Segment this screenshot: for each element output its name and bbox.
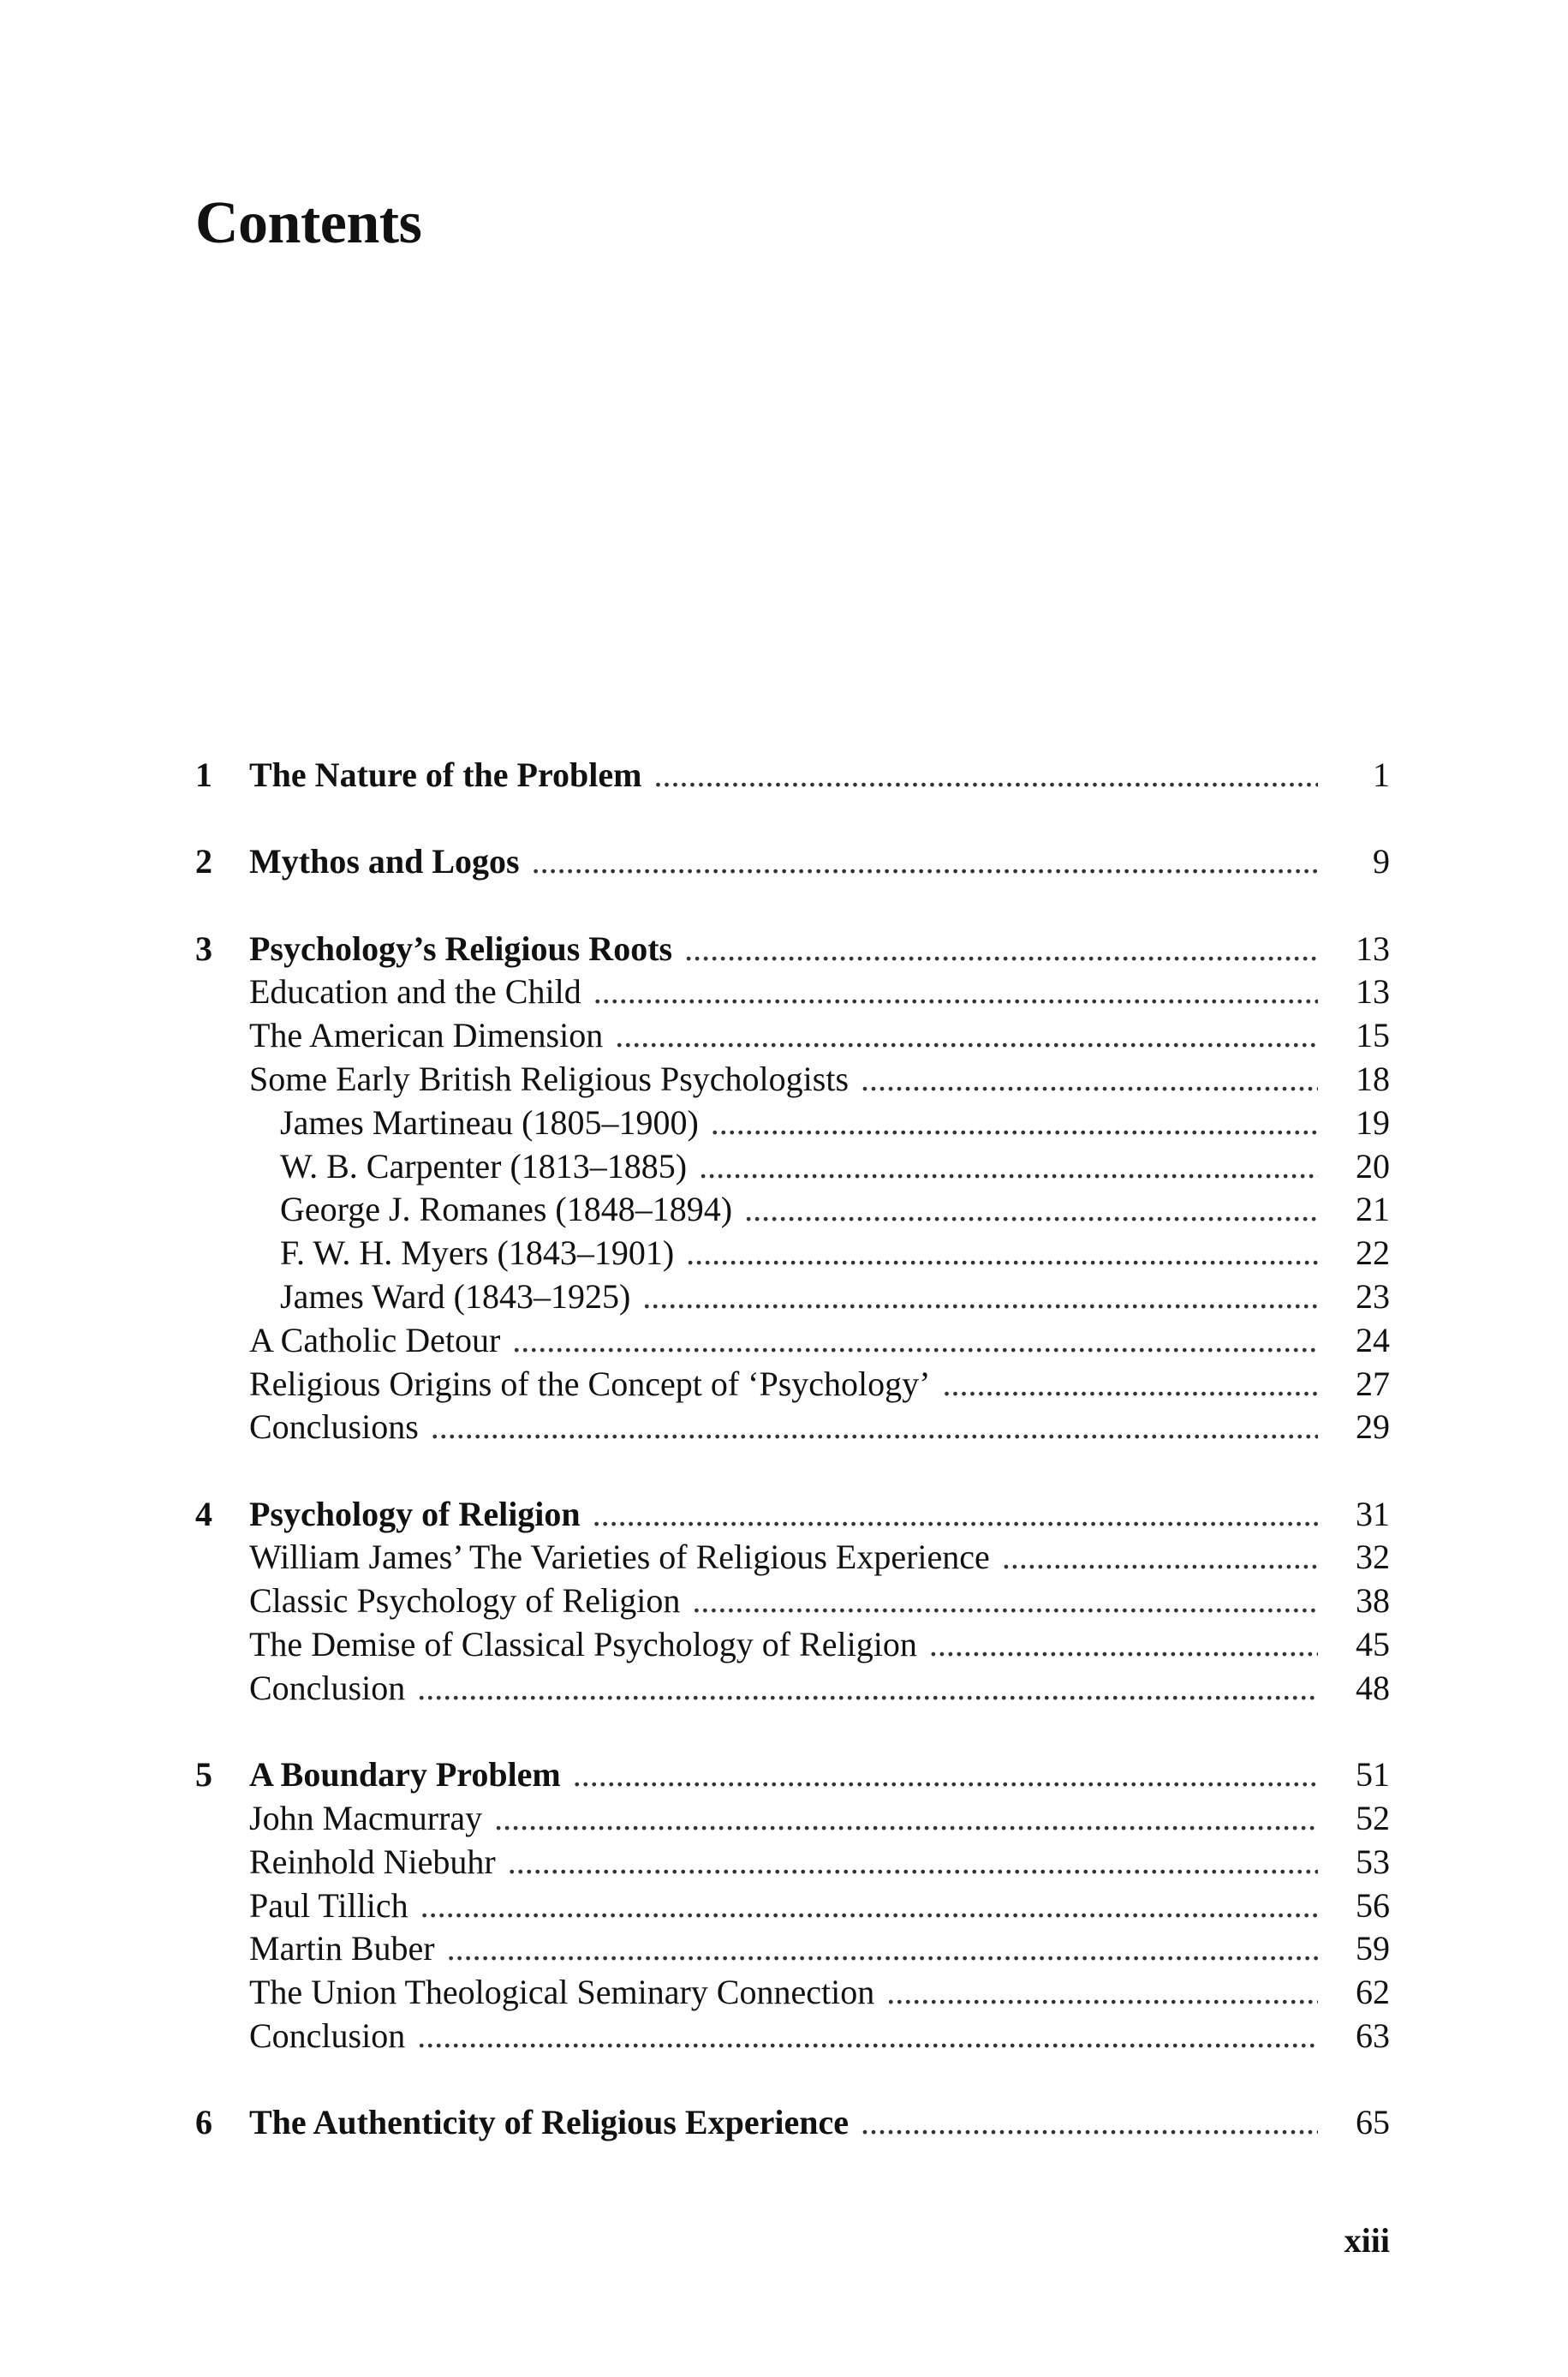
toc-subsection-row[interactable] [195,1145,1390,1189]
dot-leader [686,1232,1318,1275]
dot-leader [684,928,1318,971]
section-title: The American Dimension [249,1016,604,1055]
section-page-number: 22 [1356,1233,1390,1273]
section-title: Paul Tillich [249,1885,408,1925]
dot-leader [593,971,1318,1014]
chapter-page-number: 13 [1356,929,1390,968]
toc-section-row[interactable] [195,1797,1390,1841]
toc-section-row[interactable] [195,1363,1390,1406]
dot-leader [886,1971,1318,2015]
chapter-number: 1 [195,756,212,794]
section-page-number: 38 [1356,1581,1390,1621]
toc-chapter [195,1753,1390,2058]
toc-subsection-row[interactable] [195,1102,1390,1145]
dot-leader [942,1363,1318,1406]
dot-leader [615,1014,1318,1058]
toc-section-row[interactable] [195,2015,1390,2058]
chapter-number: 5 [195,1755,212,1795]
section-page-number: 29 [1356,1407,1390,1447]
page-number: xiii [1344,2221,1390,2260]
section-title: Conclusions [249,1407,419,1447]
dot-leader [494,1797,1318,1841]
chapter-title: The Nature of the Problem [249,756,642,794]
dot-leader [1002,1536,1318,1580]
toc-section-row[interactable] [195,971,1390,1014]
section-title: Religious Origins of the Concept of ‘Psychology’ [249,1364,931,1403]
section-page-number: 20 [1356,1146,1390,1186]
page-title: Contents [195,190,422,256]
subsection-title: W. B. Carpenter (1813–1885) [280,1146,688,1186]
section-title: Some Early British Religious Psychologists [249,1059,850,1098]
toc-chapter-row[interactable] [195,840,1390,884]
section-page-number: 15 [1356,1016,1390,1055]
toc-section-row[interactable] [195,1319,1390,1363]
dot-leader [642,1275,1318,1319]
section-title: Conclusion [249,2016,406,2055]
section-title: Reinhold Niebuhr [249,1842,496,1881]
chapter-title: A Boundary Problem [249,1755,561,1795]
dot-leader [653,754,1318,797]
toc-section-row[interactable] [195,1667,1390,1711]
toc-section-row[interactable] [195,1927,1390,1971]
section-page-number: 23 [1356,1276,1390,1316]
toc-chapter-row[interactable] [195,1753,1390,1797]
section-title: John Macmurray [249,1798,483,1837]
section-page-number: 56 [1356,1885,1390,1925]
toc-chapter-row[interactable] [195,1493,1390,1537]
toc-section-row[interactable] [195,1971,1390,2015]
section-title: Conclusion [249,1668,406,1707]
section-title: Education and the Child [249,972,581,1012]
toc-subsection-row[interactable] [195,1232,1390,1275]
section-page-number: 63 [1356,2016,1390,2055]
chapter-number: 3 [195,929,212,968]
toc-chapter [195,1493,1390,1711]
section-title: William James’ The Varieties of Religious Experience [249,1538,990,1577]
toc-chapter-row[interactable] [195,928,1390,971]
section-page-number: 18 [1356,1059,1390,1098]
dot-leader [420,1884,1318,1928]
toc-chapter-row[interactable] [195,754,1390,797]
dot-leader [512,1319,1318,1363]
toc-section-row[interactable] [195,1623,1390,1667]
toc-section-row[interactable] [195,1058,1390,1102]
section-page-number: 21 [1356,1190,1390,1229]
dot-leader [929,1623,1318,1667]
table-of-contents [195,754,1390,2189]
toc-chapter [195,840,1390,884]
section-title: Classic Psychology of Religion [249,1581,681,1621]
dot-leader [861,2101,1318,2145]
dot-leader [593,1493,1318,1537]
toc-section-row[interactable] [195,1406,1390,1449]
dot-leader [744,1188,1318,1232]
section-page-number: 52 [1356,1798,1390,1837]
toc-section-row[interactable] [195,1884,1390,1928]
chapter-title: Psychology’s Religious Roots [249,929,673,968]
section-page-number: 13 [1356,972,1390,1012]
chapter-title: Psychology of Religion [249,1494,581,1533]
toc-section-row[interactable] [195,1580,1390,1623]
chapter-page-number: 31 [1356,1494,1390,1533]
chapter-page-number: 1 [1373,756,1390,794]
subsection-title: James Ward (1843–1925) [280,1276,631,1316]
toc-chapter-row[interactable] [195,2101,1390,2145]
toc-chapter [195,2101,1390,2145]
chapter-number: 4 [195,1494,212,1533]
dot-leader [699,1145,1318,1189]
chapter-title: The Authenticity of Religious Experience [249,2103,849,2142]
dot-leader [692,1580,1318,1623]
chapter-number: 6 [195,2103,212,2142]
chapter-title: Mythos and Logos [249,842,520,881]
section-title: A Catholic Detour [249,1320,501,1359]
subsection-title: James Martineau (1805–1900) [280,1102,699,1142]
dot-leader [508,1841,1318,1884]
dot-leader [417,1667,1318,1711]
section-page-number: 48 [1356,1668,1390,1707]
toc-section-row[interactable] [195,1841,1390,1884]
toc-chapter [195,754,1390,797]
section-page-number: 62 [1356,1973,1390,2012]
section-page-number: 59 [1356,1929,1390,1968]
chapter-page-number: 65 [1356,2103,1390,2142]
dot-leader [711,1102,1318,1145]
section-page-number: 24 [1356,1320,1390,1359]
toc-section-row[interactable] [195,1014,1390,1058]
dot-leader [861,1058,1318,1102]
toc-subsection-row[interactable] [195,1188,1390,1232]
section-title: The Demise of Classical Psychology of Religion [249,1625,917,1664]
toc-section-row[interactable] [195,1536,1390,1580]
section-page-number: 27 [1356,1364,1390,1403]
section-page-number: 32 [1356,1538,1390,1577]
section-page-number: 45 [1356,1625,1390,1664]
section-title: The Union Theological Seminary Connection [249,1973,875,2012]
chapter-page-number: 9 [1373,842,1390,881]
dot-leader [573,1753,1318,1797]
subsection-title: George J. Romanes (1848–1894) [280,1190,733,1229]
chapter-page-number: 51 [1356,1755,1390,1795]
dot-leader [417,2015,1318,2058]
toc-chapter [195,928,1390,1450]
section-title: Martin Buber [249,1929,435,1968]
dot-leader [447,1927,1318,1971]
section-page-number: 53 [1356,1842,1390,1881]
subsection-title: F. W. H. Myers (1843–1901) [280,1233,675,1273]
dot-leader [532,840,1318,884]
toc-subsection-row[interactable] [195,1275,1390,1319]
dot-leader [431,1406,1318,1449]
section-page-number: 19 [1356,1102,1390,1142]
chapter-number: 2 [195,842,212,881]
